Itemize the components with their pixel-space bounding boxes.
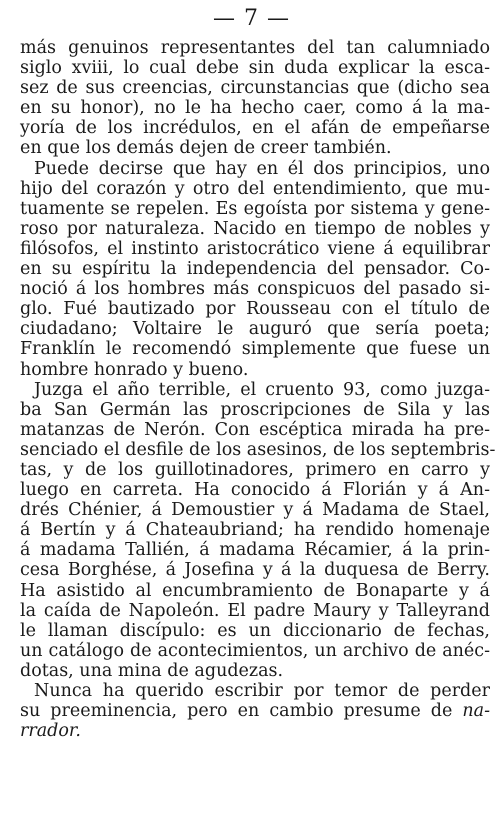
text-segment: su preeminencia, pero en cambio presume de [20,701,463,722]
text-line: un catálogo de acontecimientos, un archivo de anéc- [20,640,490,661]
italic-segment: rrador. [20,721,81,742]
text-line: siglo xviii, lo cual debe sin duda explicar la esca- [20,58,490,79]
body-text [20,38,496,742]
text-line: matanzas de Nerón. Con escéptica mirada ha pre- [20,419,490,440]
text-line: hijo del corazón y otro del entendimiento, que mu- [20,178,490,199]
text-line: á Bertín y á Chateaubriand; ha rendido homenaje [20,520,490,541]
text-line: en su espíritu la independencia del pensador. Co- [20,259,490,280]
text-line: Franklín le recomendó simplemente que fuese un [20,339,490,360]
text-line: en que los demás dejen de creer también. [20,138,392,159]
text-line: drés Chénier, á Demoustier y á Madama de Stael, [20,500,490,521]
paragraph [20,38,490,159]
text-line: Juzga el año terrible, el cruento 93, como juzga- [34,379,490,400]
text-line: glo. Fué bautizado por Rousseau con el título de [20,299,490,320]
text-line: Nunca ha querido escribir por temor de perder [34,681,490,701]
text-line: la caída de Napoleón. El padre Maury y Talleyrand [20,600,490,621]
text-line: sez de sus creencias, circunstancias que (dicho sea [20,78,490,99]
text-line: cesa Borghése, á Josefina y á la duquesa de Berry. [20,560,490,581]
italic-segment: na- [462,701,490,722]
text-line [20,701,490,721]
text-line: filósofos, el instinto aristocrático viene á equilibrar [20,238,490,259]
text-line: yoría de los incrédulos, en el afán de empeñarse [20,118,490,139]
text-line: dotas, una mina de agudezas. [20,660,284,681]
text-line [20,721,490,741]
text-line: tuamente se repelen. Es egoísta por sistema y gene- [20,198,490,219]
paragraph [20,159,490,380]
text-line: ciudadano; Voltaire le auguró que sería poeta; [20,319,490,340]
text-line: ba San Germán las proscripciones de Sila y las [20,399,490,420]
paragraph [20,681,490,741]
text-line: Puede decirse que hay en él dos principios, uno [34,158,490,179]
text-line: en su honor), no le ha hecho caer, como á la ma- [20,98,490,119]
text-line: tas, y de los guillotinadores, primero en carro y [20,459,490,480]
text-line: noció á los hombres más conspicuos del pasado si- [20,279,490,300]
text-line: Ha asistido al encumbramiento de Bonaparte y á [20,580,490,601]
text-line: hombre honrado y bueno. [20,359,249,380]
text-line: más genuinos representantes del tan calumniado [20,38,490,58]
text-line: roso por naturaleza. Nacido en tiempo de nobles y [20,218,490,239]
text-line: luego en carreta. Ha conocido á Florián y á An- [20,480,490,501]
text-line: á madama Tallién, á madama Récamier, á la prin- [20,540,490,561]
text-line: le llaman discípulo: es un diccionario de fechas, [20,620,490,641]
paragraph [20,379,496,681]
text-line: senciado el desfile de los asesinos, de los septembris- [20,439,496,460]
page-number: — 7 — [213,6,290,31]
